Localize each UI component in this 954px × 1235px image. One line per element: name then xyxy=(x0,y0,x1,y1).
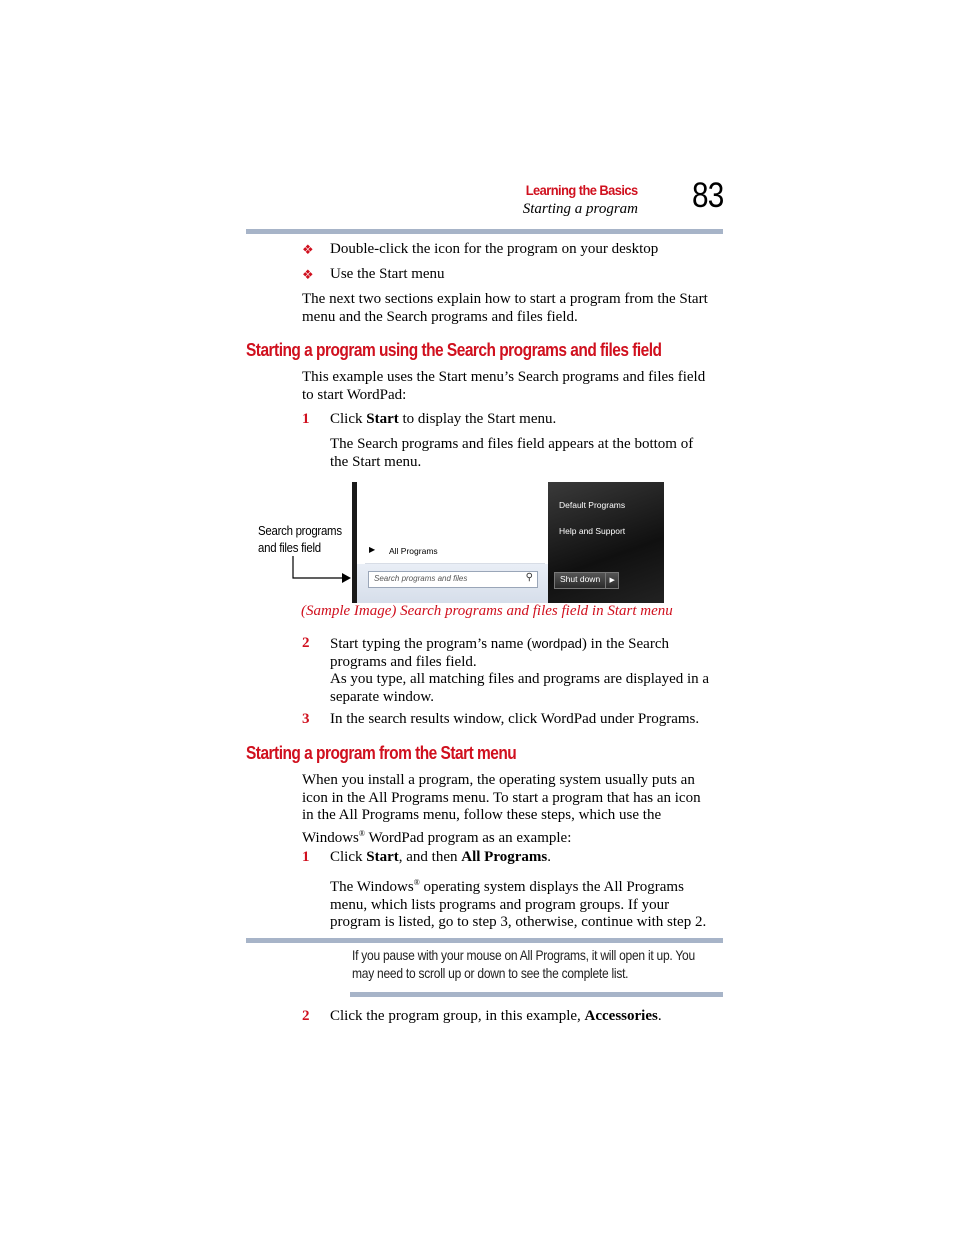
search-programs-input[interactable]: Search programs and files ⚲ xyxy=(368,571,538,588)
section2-paragraph: When you install a program, the operating system usually puts an icon in the All Programs menu. To start a program that has an icon in the All Programs menu, follow these steps, which use the Windows® WordPad program as an example: xyxy=(302,772,701,846)
step-text: Click Start to display the Start menu. xyxy=(330,411,557,427)
help-and-support-item[interactable]: Help and Support xyxy=(559,526,626,536)
bullet-item xyxy=(302,266,314,285)
default-programs-item[interactable]: Default Programs xyxy=(559,500,626,510)
step-text: Click Start, and then All Programs. xyxy=(330,849,551,865)
bullet-glyph: ❖ xyxy=(302,242,314,257)
bullet-text: Double-click the icon for the program on your desktop xyxy=(330,241,659,257)
step-number: 1 xyxy=(302,849,310,865)
section-heading: Starting a program from the Start menu xyxy=(246,743,517,763)
bullet-glyph: ❖ xyxy=(302,267,314,282)
section1-paragraph: This example uses the Start menu’s Search programs and files field to start WordPad: xyxy=(302,369,706,403)
step-text: Start typing the program’s name (wordpad) in the Search programs and files field. As you type, all matching files and programs are displayed in a separate window. xyxy=(330,636,710,705)
search-icon: ⚲ xyxy=(525,572,533,583)
shutdown-button[interactable]: Shut down ▶ xyxy=(554,572,619,589)
page-number: 83 xyxy=(692,176,724,215)
callout-arrow-icon xyxy=(290,556,354,586)
step-text: Click the program group, in this example, Accessories. xyxy=(330,1008,662,1024)
section-heading: Starting a program using the Search programs and files field xyxy=(246,340,662,360)
note-bottom-rule xyxy=(350,992,723,997)
step-text: In the search results window, click WordPad under Programs. xyxy=(330,711,700,727)
step-number: 2 xyxy=(302,635,310,651)
triangle-right-icon: ▶ xyxy=(369,545,376,554)
callout-label: Search programs and files field xyxy=(258,523,342,555)
arrow-right-icon: ▶ xyxy=(605,573,618,588)
start-menu-right-pane xyxy=(548,482,664,603)
bullet-item xyxy=(302,241,314,260)
note-top-rule xyxy=(246,938,723,943)
step-number: 1 xyxy=(302,411,310,427)
figure-caption: (Sample Image) Search programs and files field in Start menu xyxy=(301,603,673,619)
running-header-subsection: Starting a program xyxy=(522,201,638,217)
step-number: 2 xyxy=(302,1008,310,1024)
header-rule xyxy=(246,229,723,234)
step-subtext: The Windows® operating system displays the All Programs menu, which lists programs and program groups. If your program is listed, go to step 3, otherwise, continue with step 2. xyxy=(330,878,707,930)
code-text: wordpad xyxy=(532,636,582,651)
step-subtext: The Search programs and files field appears at the bottom of the Start menu. xyxy=(330,436,694,470)
running-header-section: Learning the Basics xyxy=(526,182,638,198)
step-number: 3 xyxy=(302,711,310,727)
bullet-text: Use the Start menu xyxy=(330,266,445,282)
all-programs-item[interactable]: ▶ All Programs xyxy=(365,541,545,564)
start-menu-screenshot xyxy=(352,482,664,603)
intro-paragraph: The next two sections explain how to start a program from the Start menu and the Search programs and files field. xyxy=(302,291,708,325)
start-menu-left-pane xyxy=(352,482,548,603)
note-text: If you pause with your mouse on All Programs, it will open it up. You may need to scroll up or down to see the complete list. xyxy=(352,947,695,981)
